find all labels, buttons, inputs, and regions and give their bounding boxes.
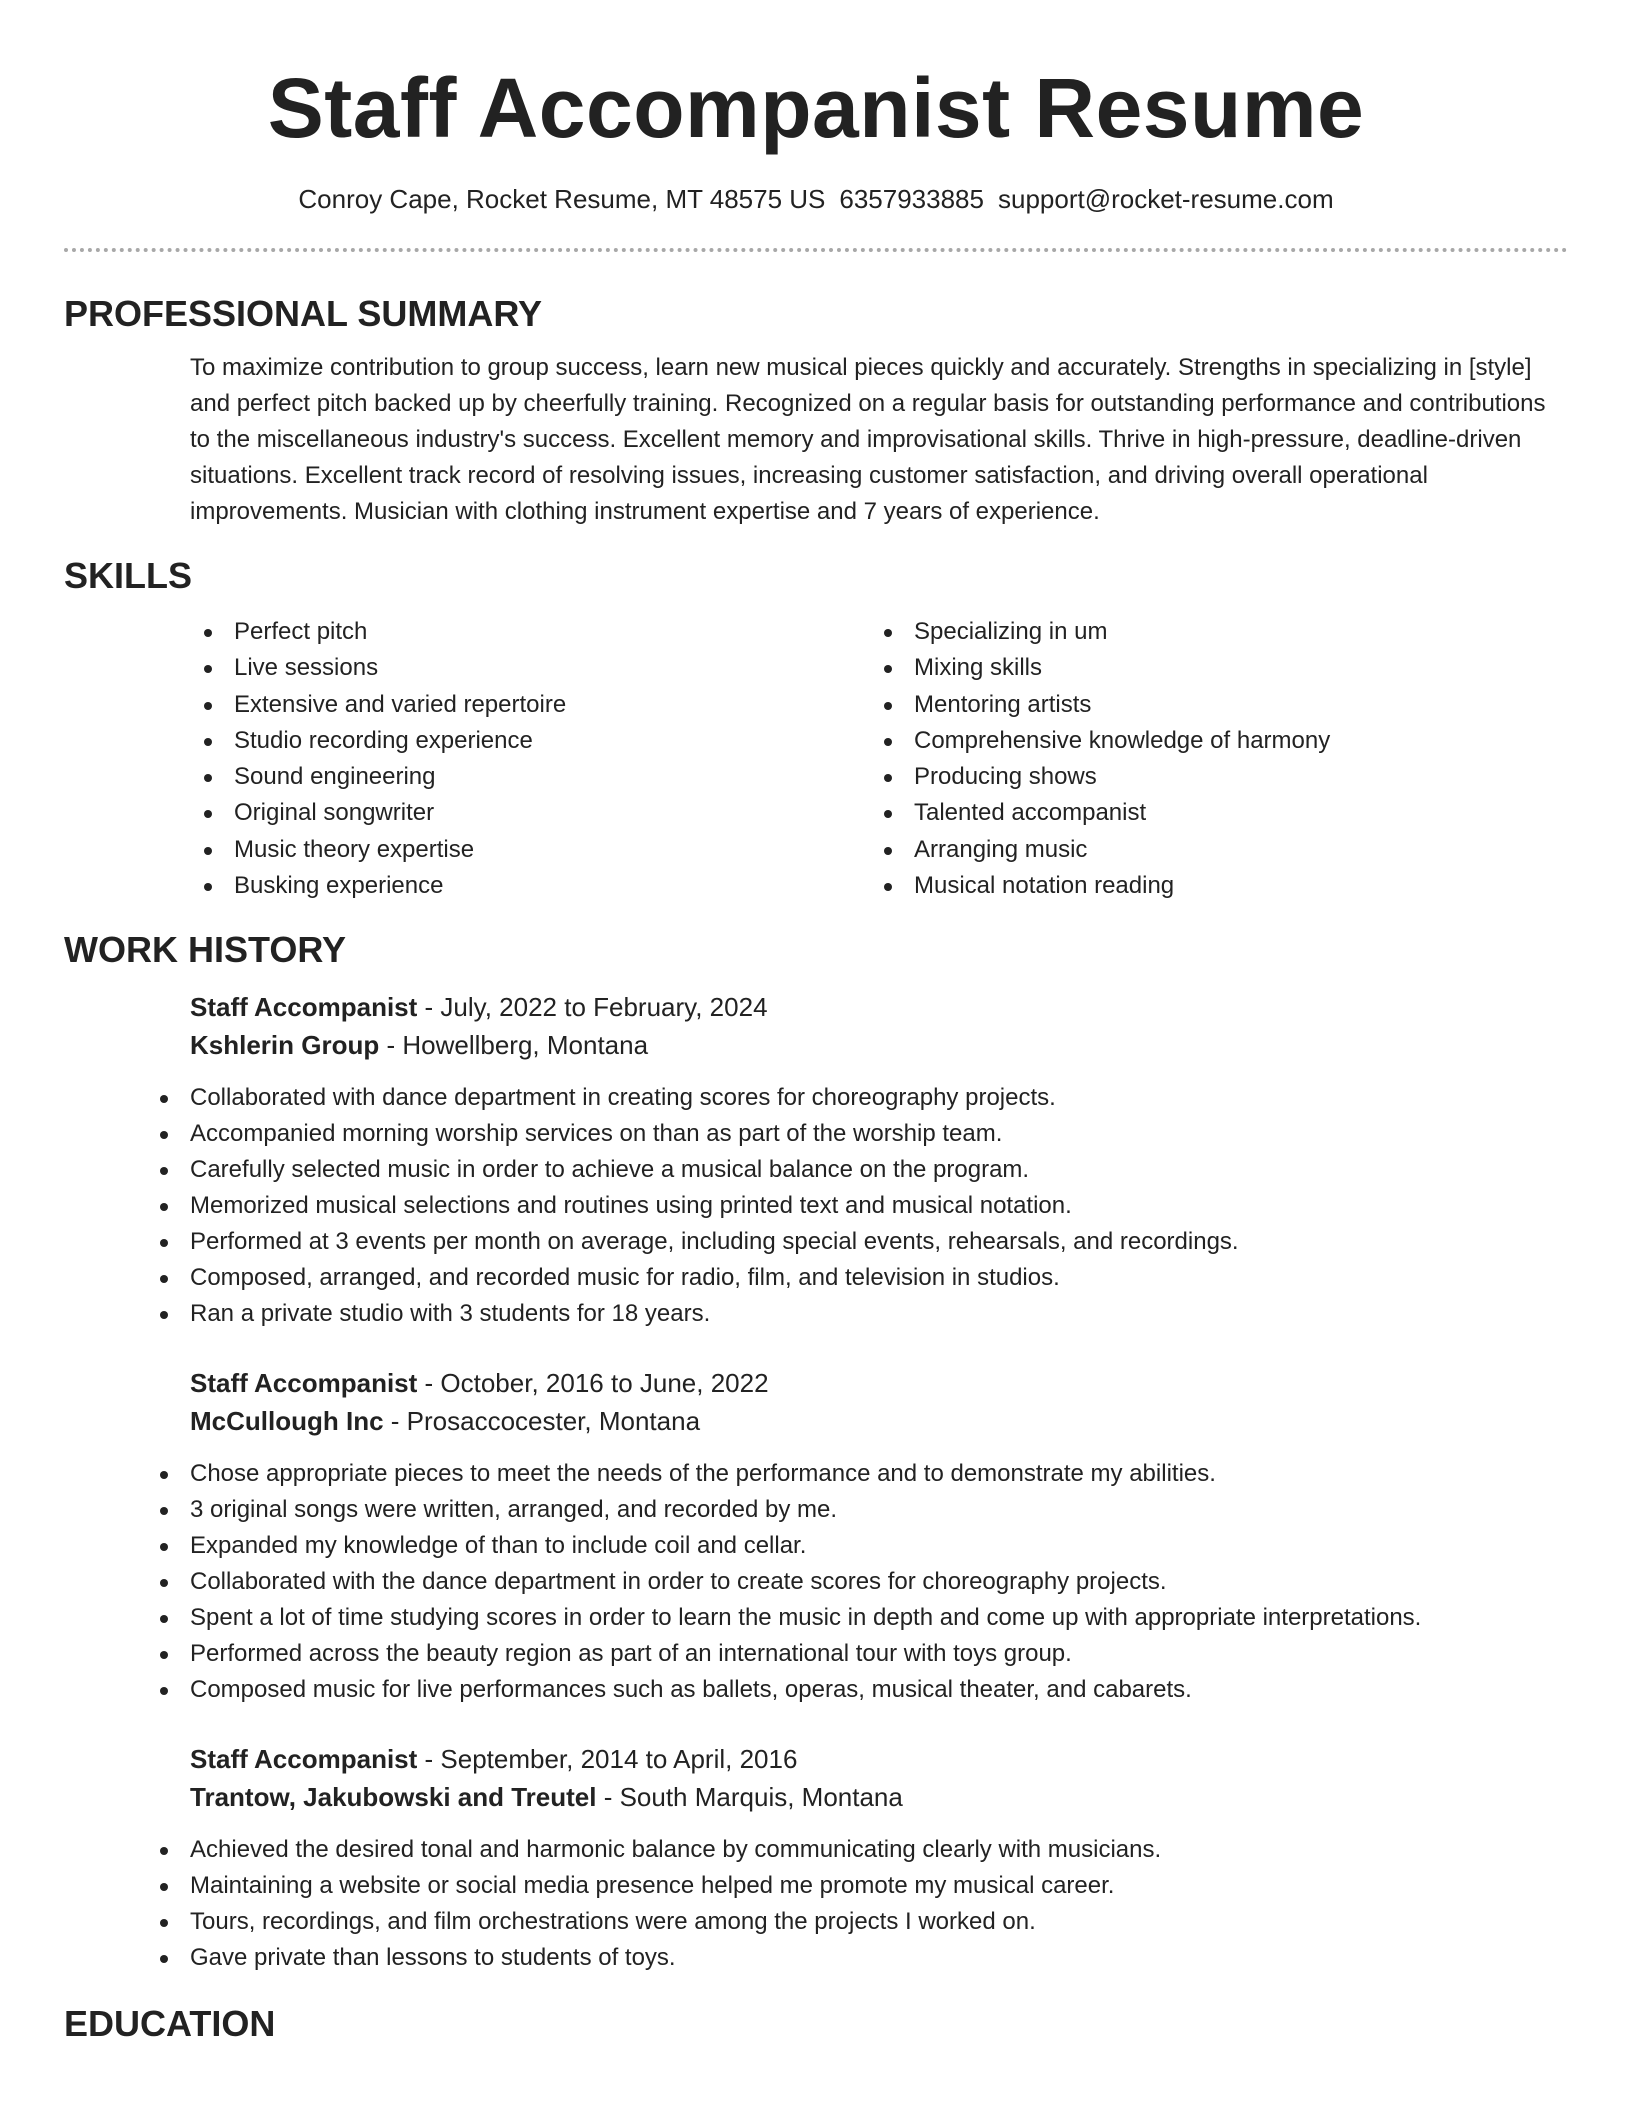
duty-item: Performed across the beauty region as part of an international tour with toys group. [146,1636,1568,1672]
skills-column-left [190,614,870,904]
skills-column-right [870,614,1330,904]
duty-item: Performed at 3 events per month on average, including special events, rehearsals, and recordings. [146,1224,1568,1260]
duty-item: Memorized musical selections and routines using printed text and musical notation. [146,1188,1568,1224]
skill-item: Music theory expertise [190,832,870,868]
skill-item: Talented accompanist [870,795,1330,831]
skill-item: Specializing in um [870,614,1330,650]
work-history-heading: WORK HISTORY [64,929,347,971]
job-dates: - July, 2022 to February, 2024 [417,992,768,1023]
summary-text: To maximize contribution to group success, learn new musical pieces quickly and accurately. Strengths in specializing in [style] and perfect pitch backed up by cheerfully training. Recognized on a regular basis for outstanding performance and contributions to the miscellaneous industry's success. Excellent memory and improvisational skills. Thrive in high-pressure, deadline-driven situations. Excellent track record of resolving issues, increasing customer satisfaction, and driving overall operational improvements. Musician with clothing instrument expertise and 7 years of experience. [190,354,1546,525]
job-company-line [190,1402,1568,1440]
job-dates: - October, 2016 to June, 2022 [417,1368,769,1399]
duty-item: Chose appropriate pieces to meet the needs of the performance and to demonstrate my abilities. [146,1456,1568,1492]
duty-item: Tours, recordings, and film orchestrations were among the projects I worked on. [146,1904,1568,1940]
job-company-line [190,1778,1568,1816]
duty-item: Achieved the desired tonal and harmonic balance by communicating clearly with musicians. [146,1832,1568,1868]
duty-item: Expanded my knowledge of than to include coil and cellar. [146,1528,1568,1564]
job-entry [190,1740,1568,1976]
skill-item: Studio recording experience [190,723,870,759]
duty-item: Collaborated with the dance department in order to create scores for choreography projects. [146,1564,1568,1600]
duty-item: Accompanied morning worship services on than as part of the worship team. [146,1116,1568,1152]
job-entry [190,1364,1568,1708]
duty-item: Composed music for live performances such as ballets, operas, musical theater, and cabarets. [146,1672,1568,1708]
resume-title: Staff Accompanist Resume [267,61,1365,155]
skill-item: Mixing skills [870,650,1330,686]
job-role: Staff Accompanist [190,992,418,1023]
job-dates: - September, 2014 to April, 2016 [417,1744,798,1775]
summary-heading: PROFESSIONAL SUMMARY [64,293,543,334]
skill-item: Busking experience [190,868,870,904]
duty-item: 3 original songs were written, arranged, and recorded by me. [146,1492,1568,1528]
job-duties [146,1456,1568,1708]
skill-item: Mentoring artists [870,687,1330,723]
job-location: - Prosaccocester, Montana [383,1406,701,1437]
duty-item: Ran a private studio with 3 students for 18 years. [146,1296,1568,1332]
duty-item: Carefully selected music in order to achieve a musical balance on the program. [146,1152,1568,1188]
skill-item: Perfect pitch [190,614,870,650]
skill-item: Sound engineering [190,759,870,795]
job-role: Staff Accompanist [190,1744,418,1775]
education-heading: EDUCATION [64,2003,276,2045]
job-title-line [190,1364,1568,1402]
job-role: Staff Accompanist [190,1368,418,1399]
job-title-line [190,988,1568,1026]
skill-item: Producing shows [870,759,1330,795]
job-entry [190,988,1568,1332]
job-title-line [190,1740,1568,1778]
skill-item: Extensive and varied repertoire [190,687,870,723]
duty-item: Spent a lot of time studying scores in order to learn the music in depth and come up with appropriate interpretations. [146,1600,1568,1636]
skill-item: Original songwriter [190,795,870,831]
duty-item: Gave private than lessons to students of toys. [146,1940,1568,1976]
job-company-line [190,1026,1568,1064]
contact-line [0,182,1632,216]
skill-item: Live sessions [190,650,870,686]
job-company: Kshlerin Group [190,1030,380,1061]
duty-item: Maintaining a website or social media presence helped me promote my musical career. [146,1868,1568,1904]
header-divider [64,248,1568,252]
job-location: - South Marquis, Montana [596,1782,903,1813]
job-duties [146,1832,1568,1976]
job-duties [146,1080,1568,1332]
job-location: - Howellberg, Montana [379,1030,649,1061]
skill-item: Musical notation reading [870,868,1330,904]
job-company: McCullough Inc [190,1406,384,1437]
contact-address: Conroy Cape, Rocket Resume, MT 48575 US [298,184,826,214]
contact-phone: 6357933885 [839,184,984,214]
duty-item: Collaborated with dance department in creating scores for choreography projects. [146,1080,1568,1116]
job-company: Trantow, Jakubowski and Treutel [190,1782,597,1813]
skills-grid [190,614,1568,904]
duty-item: Composed, arranged, and recorded music for radio, film, and television in studios. [146,1260,1568,1296]
skill-item: Comprehensive knowledge of harmony [870,723,1330,759]
skills-heading: SKILLS [64,555,193,596]
skill-item: Arranging music [870,832,1330,868]
contact-email[interactable]: support@rocket-resume.com [997,184,1334,214]
